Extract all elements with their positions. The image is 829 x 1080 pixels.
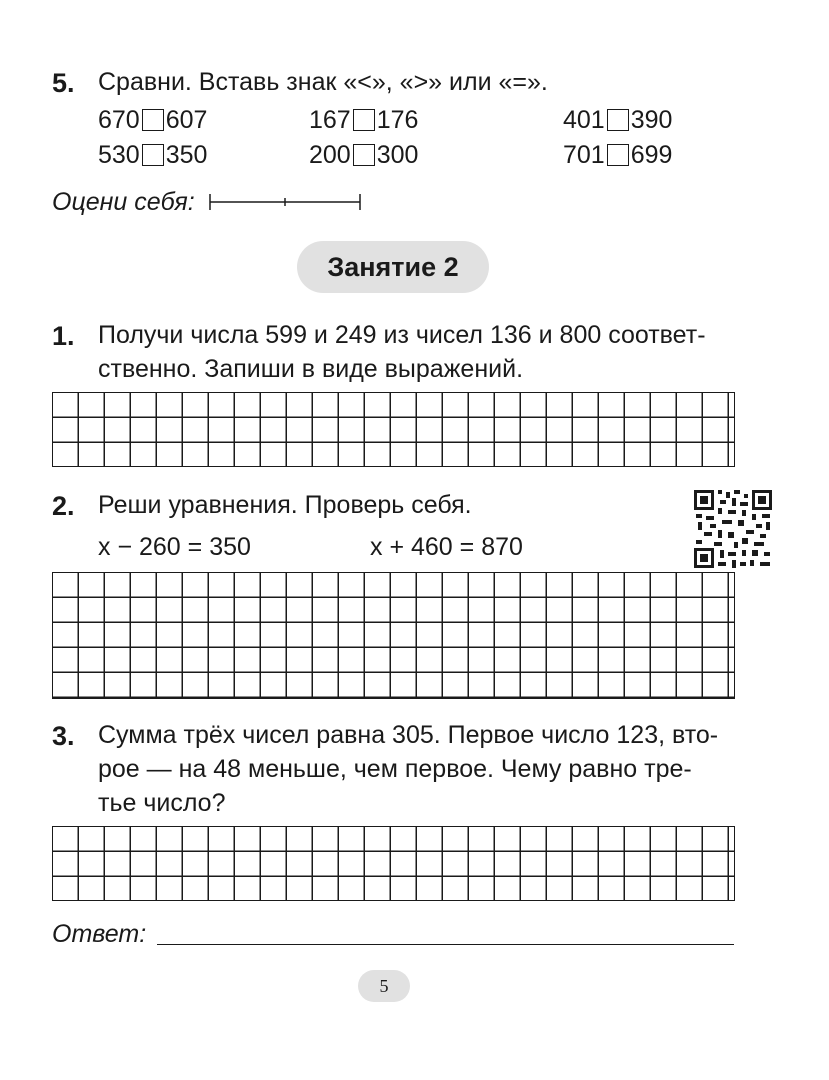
compare-left: 670	[98, 106, 140, 134]
equation-1: x − 260 = 350	[98, 533, 251, 561]
task-3-line-1: Сумма трёх чисел равна 305. Первое число 123, вто-	[98, 721, 719, 749]
compare-pair-2	[309, 106, 418, 135]
answer-grid-3[interactable]	[52, 826, 735, 901]
task-3-line-2: рое — на 48 меньше, чем первое. Чему равно тре-	[98, 755, 692, 783]
task-2-text: Реши уравнения. Проверь себя.	[98, 491, 472, 519]
answer-label: Ответ:	[52, 920, 147, 948]
answer-box[interactable]	[607, 144, 629, 166]
task-5-number: 5.	[52, 68, 75, 98]
task-3-number: 3.	[52, 721, 75, 751]
answer-grid-1[interactable]	[52, 392, 735, 467]
self-assess-scale[interactable]	[205, 190, 365, 214]
task-1-line-2: ственно. Запиши в виде выражений.	[98, 355, 524, 383]
compare-pair-4	[98, 141, 207, 170]
lesson-title: Занятие 2	[297, 241, 489, 293]
compare-right: 176	[376, 106, 419, 134]
compare-left: 530	[98, 141, 140, 169]
answer-box[interactable]	[142, 109, 164, 131]
compare-right: 390	[630, 106, 673, 134]
compare-right: 350	[165, 141, 208, 169]
answer-box[interactable]	[353, 109, 375, 131]
answer-box[interactable]	[353, 144, 375, 166]
equation-2: x + 460 = 870	[370, 533, 523, 561]
compare-left: 701	[563, 141, 605, 169]
task-5-text: Сравни. Вставь знак «<», «>» или «=».	[98, 68, 548, 96]
task-2-number: 2.	[52, 491, 75, 521]
compare-left: 401	[563, 106, 605, 134]
answer-grid-2[interactable]	[52, 572, 735, 699]
self-assess-label: Оцени себя:	[52, 188, 195, 216]
compare-left: 200	[309, 141, 351, 169]
compare-pair-3	[563, 106, 672, 135]
compare-pair-6	[563, 141, 672, 170]
task-1-line-1: Получи числа 599 и 249 из чисел 136 и 800 соответ-	[98, 321, 706, 349]
answer-box[interactable]	[142, 144, 164, 166]
qr-code-icon[interactable]	[694, 490, 772, 568]
compare-pair-1	[98, 106, 207, 135]
page-number: 5	[358, 970, 410, 1002]
compare-right: 300	[376, 141, 419, 169]
compare-right: 607	[165, 106, 208, 134]
answer-line[interactable]	[157, 944, 734, 945]
compare-pair-5	[309, 141, 418, 170]
task-1-number: 1.	[52, 321, 75, 351]
compare-right: 699	[630, 141, 673, 169]
answer-box[interactable]	[607, 109, 629, 131]
task-3-line-3: тье число?	[98, 789, 226, 817]
compare-left: 167	[309, 106, 351, 134]
